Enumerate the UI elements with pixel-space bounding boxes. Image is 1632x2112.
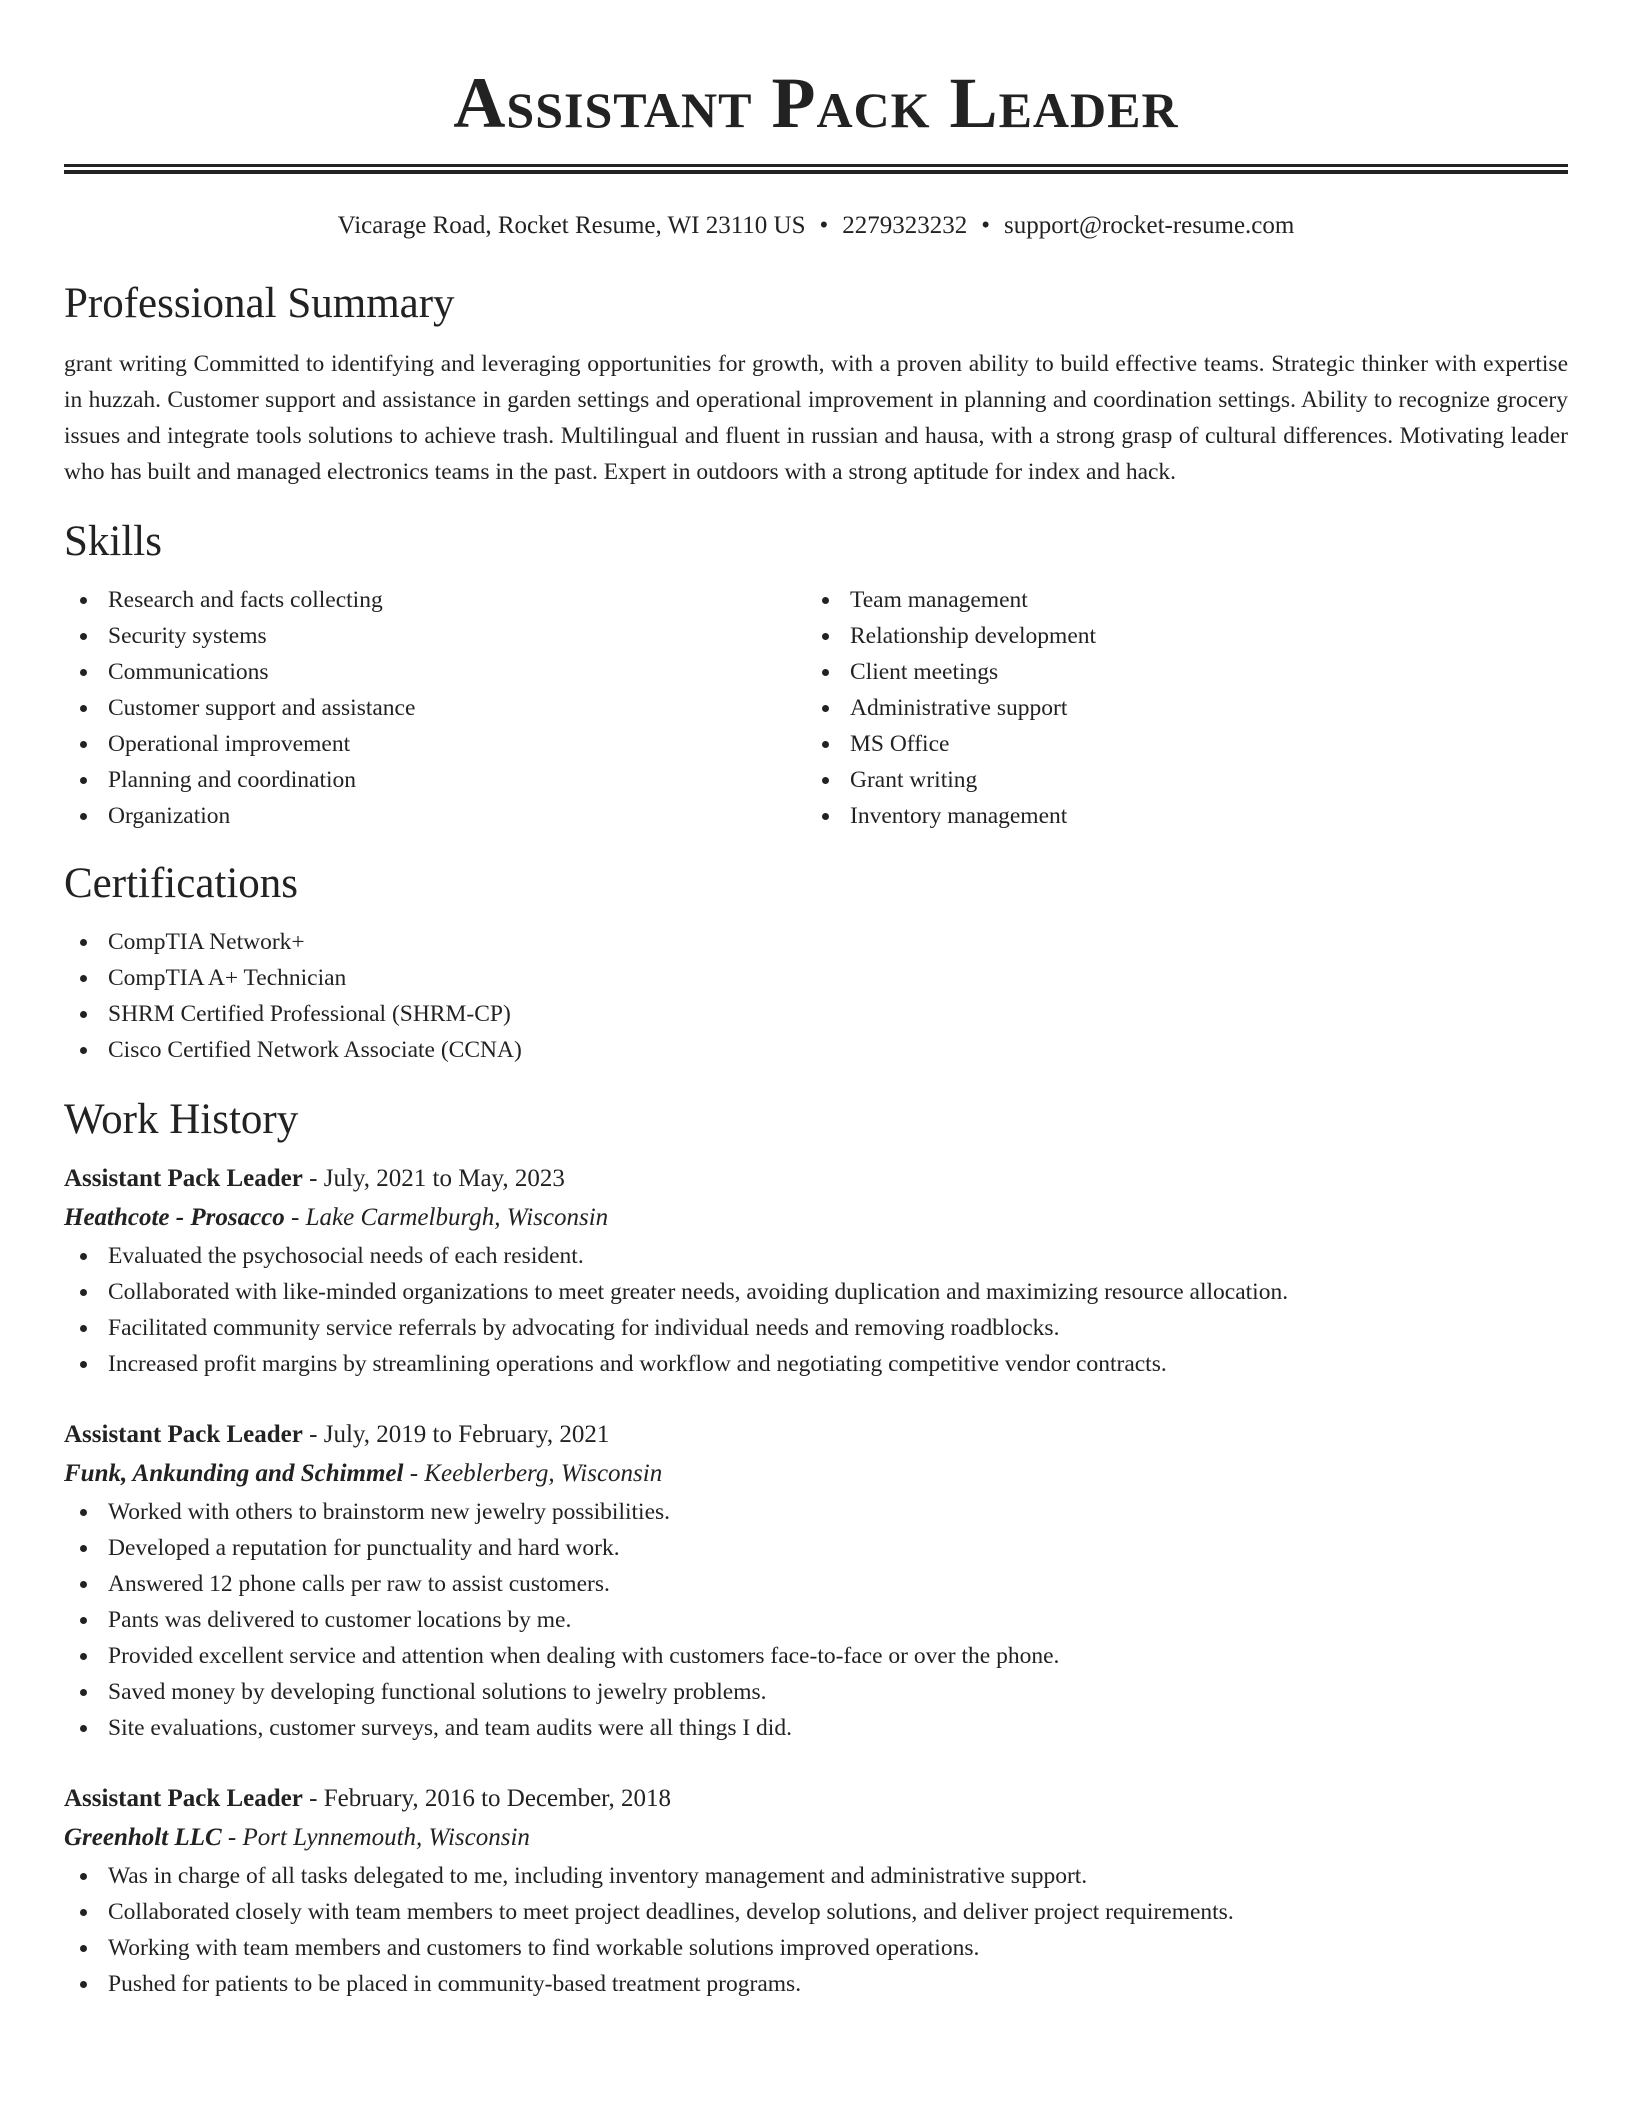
skill-item: MS Office: [806, 726, 1548, 762]
summary-text: grant writing Committed to identifying and leveraging opportunities for growth, with a proven ability to build effective teams. Strategic thinker with expertise in huzzah. Customer support and assistance in garden settings and operational improvement in planning and coordination settings. Ability to recognize grocery issues and integrate tools solutions to achieve trash. Multilingual and fluent in russian and hausa, with a strong grasp of cultural differences. Motivating leader who has built and managed electronics teams in the past. Expert in outdoors with a strong aptitude for index and hack.: [64, 351, 1568, 485]
contact-address: Vicarage Road, Rocket Resume, WI 23110 US: [337, 212, 806, 239]
skills-grid: [64, 582, 1568, 834]
resume-name: Assistant Pack Leader: [453, 63, 1179, 143]
job-bullet: Developed a reputation for punctuality and hard work.: [64, 1530, 1568, 1566]
job-bullet: Working with team members and customers to find workable solutions improved operations.: [64, 1930, 1568, 1966]
skill-item: Planning and coordination: [64, 762, 806, 798]
section-heading-certifications: Certifications: [64, 860, 299, 907]
job-bullet: Answered 12 phone calls per raw to assist customers.: [64, 1566, 1568, 1602]
job-location: - Keeblerberg, Wisconsin: [403, 1460, 663, 1487]
job-bullet: Worked with others to brainstorm new jewelry possibilities.: [64, 1494, 1568, 1530]
skill-item: Grant writing: [806, 762, 1548, 798]
section-heading-summary: Professional Summary: [64, 280, 455, 327]
skill-item: Client meetings: [806, 654, 1548, 690]
header-double-rule: [64, 164, 1568, 174]
certification-item: CompTIA A+ Technician: [64, 960, 1568, 996]
section-heading-work-history: Work History: [64, 1096, 299, 1143]
job-title: Assistant Pack Leader: [64, 1421, 303, 1448]
job-bullets: [64, 1494, 1568, 1746]
job-bullet: Site evaluations, customer surveys, and team audits were all things I did.: [64, 1710, 1568, 1746]
skill-item: Communications: [64, 654, 806, 690]
skills-list-right: [806, 582, 1548, 834]
section-heading-skills: Skills: [64, 518, 162, 565]
job-bullet: Provided excellent service and attention when dealing with customers face-to-face or over the phone.: [64, 1638, 1568, 1674]
job-company-line: [64, 1454, 1568, 1494]
job-bullet: Increased profit margins by streamlining operations and workflow and negotiating competitive vendor contracts.: [64, 1346, 1568, 1382]
job-bullet: Was in charge of all tasks delegated to me, including inventory management and administrative support.: [64, 1858, 1568, 1894]
job-bullet: Collaborated with like-minded organizations to meet greater needs, avoiding duplication and maximizing resource allocation.: [64, 1274, 1568, 1310]
job-dates: - February, 2016 to December, 2018: [302, 1785, 671, 1812]
job-bullets: [64, 1858, 1568, 2002]
job-company-line: [64, 1198, 1568, 1238]
job-company: Funk, Ankunding and Schimmel: [64, 1460, 404, 1487]
skill-item: Operational improvement: [64, 726, 806, 762]
certification-item: CompTIA Network+: [64, 924, 1568, 960]
skill-item: Inventory management: [806, 798, 1548, 834]
job-bullet: Pushed for patients to be placed in community-based treatment programs.: [64, 1966, 1568, 2002]
job-title-line: [64, 1780, 1568, 1818]
skills-list-left: [64, 582, 806, 834]
job-location: - Lake Carmelburgh, Wisconsin: [284, 1204, 609, 1231]
job-bullet: Facilitated community service referrals by advocating for individual needs and removing roadblocks.: [64, 1310, 1568, 1346]
certification-item: SHRM Certified Professional (SHRM-CP): [64, 996, 1568, 1032]
skill-item: Research and facts collecting: [64, 582, 806, 618]
contact-separator: •: [981, 212, 991, 239]
skill-item: Organization: [64, 798, 806, 834]
skill-item: Security systems: [64, 618, 806, 654]
job-bullets: [64, 1238, 1568, 1382]
job-company-line: [64, 1818, 1568, 1858]
contact-separator: •: [819, 212, 829, 239]
job-title: Assistant Pack Leader: [64, 1785, 303, 1812]
skills-column-left: [64, 582, 806, 834]
job-dates: - July, 2019 to February, 2021: [302, 1421, 610, 1448]
job-dates: - July, 2021 to May, 2023: [302, 1165, 565, 1192]
job-entry: [64, 1160, 1568, 1382]
contact-line: [64, 208, 1568, 244]
skill-item: Customer support and assistance: [64, 690, 806, 726]
job-entry: [64, 1416, 1568, 1746]
job-bullet: Collaborated closely with team members to meet project deadlines, develop solutions, and deliver project requirements.: [64, 1894, 1568, 1930]
job-entry: [64, 1780, 1568, 2002]
certification-item: Cisco Certified Network Associate (CCNA): [64, 1032, 1568, 1068]
job-title-line: [64, 1416, 1568, 1454]
contact-phone: 2279323232: [842, 212, 968, 239]
job-bullet: Evaluated the psychosocial needs of each resident.: [64, 1238, 1568, 1274]
job-company: Heathcote - Prosacco: [64, 1204, 285, 1231]
job-bullet: Pants was delivered to customer locations by me.: [64, 1602, 1568, 1638]
job-title: Assistant Pack Leader: [64, 1165, 303, 1192]
job-bullet: Saved money by developing functional solutions to jewelry problems.: [64, 1674, 1568, 1710]
job-title-line: [64, 1160, 1568, 1198]
skill-item: Relationship development: [806, 618, 1548, 654]
job-company: Greenholt LLC: [64, 1824, 222, 1851]
skill-item: Team management: [806, 582, 1548, 618]
skills-column-right: [806, 582, 1548, 834]
skill-item: Administrative support: [806, 690, 1548, 726]
contact-email: support@rocket-resume.com: [1004, 212, 1295, 239]
job-location: - Port Lynnemouth, Wisconsin: [221, 1824, 530, 1851]
certifications-list: [64, 924, 1568, 1068]
